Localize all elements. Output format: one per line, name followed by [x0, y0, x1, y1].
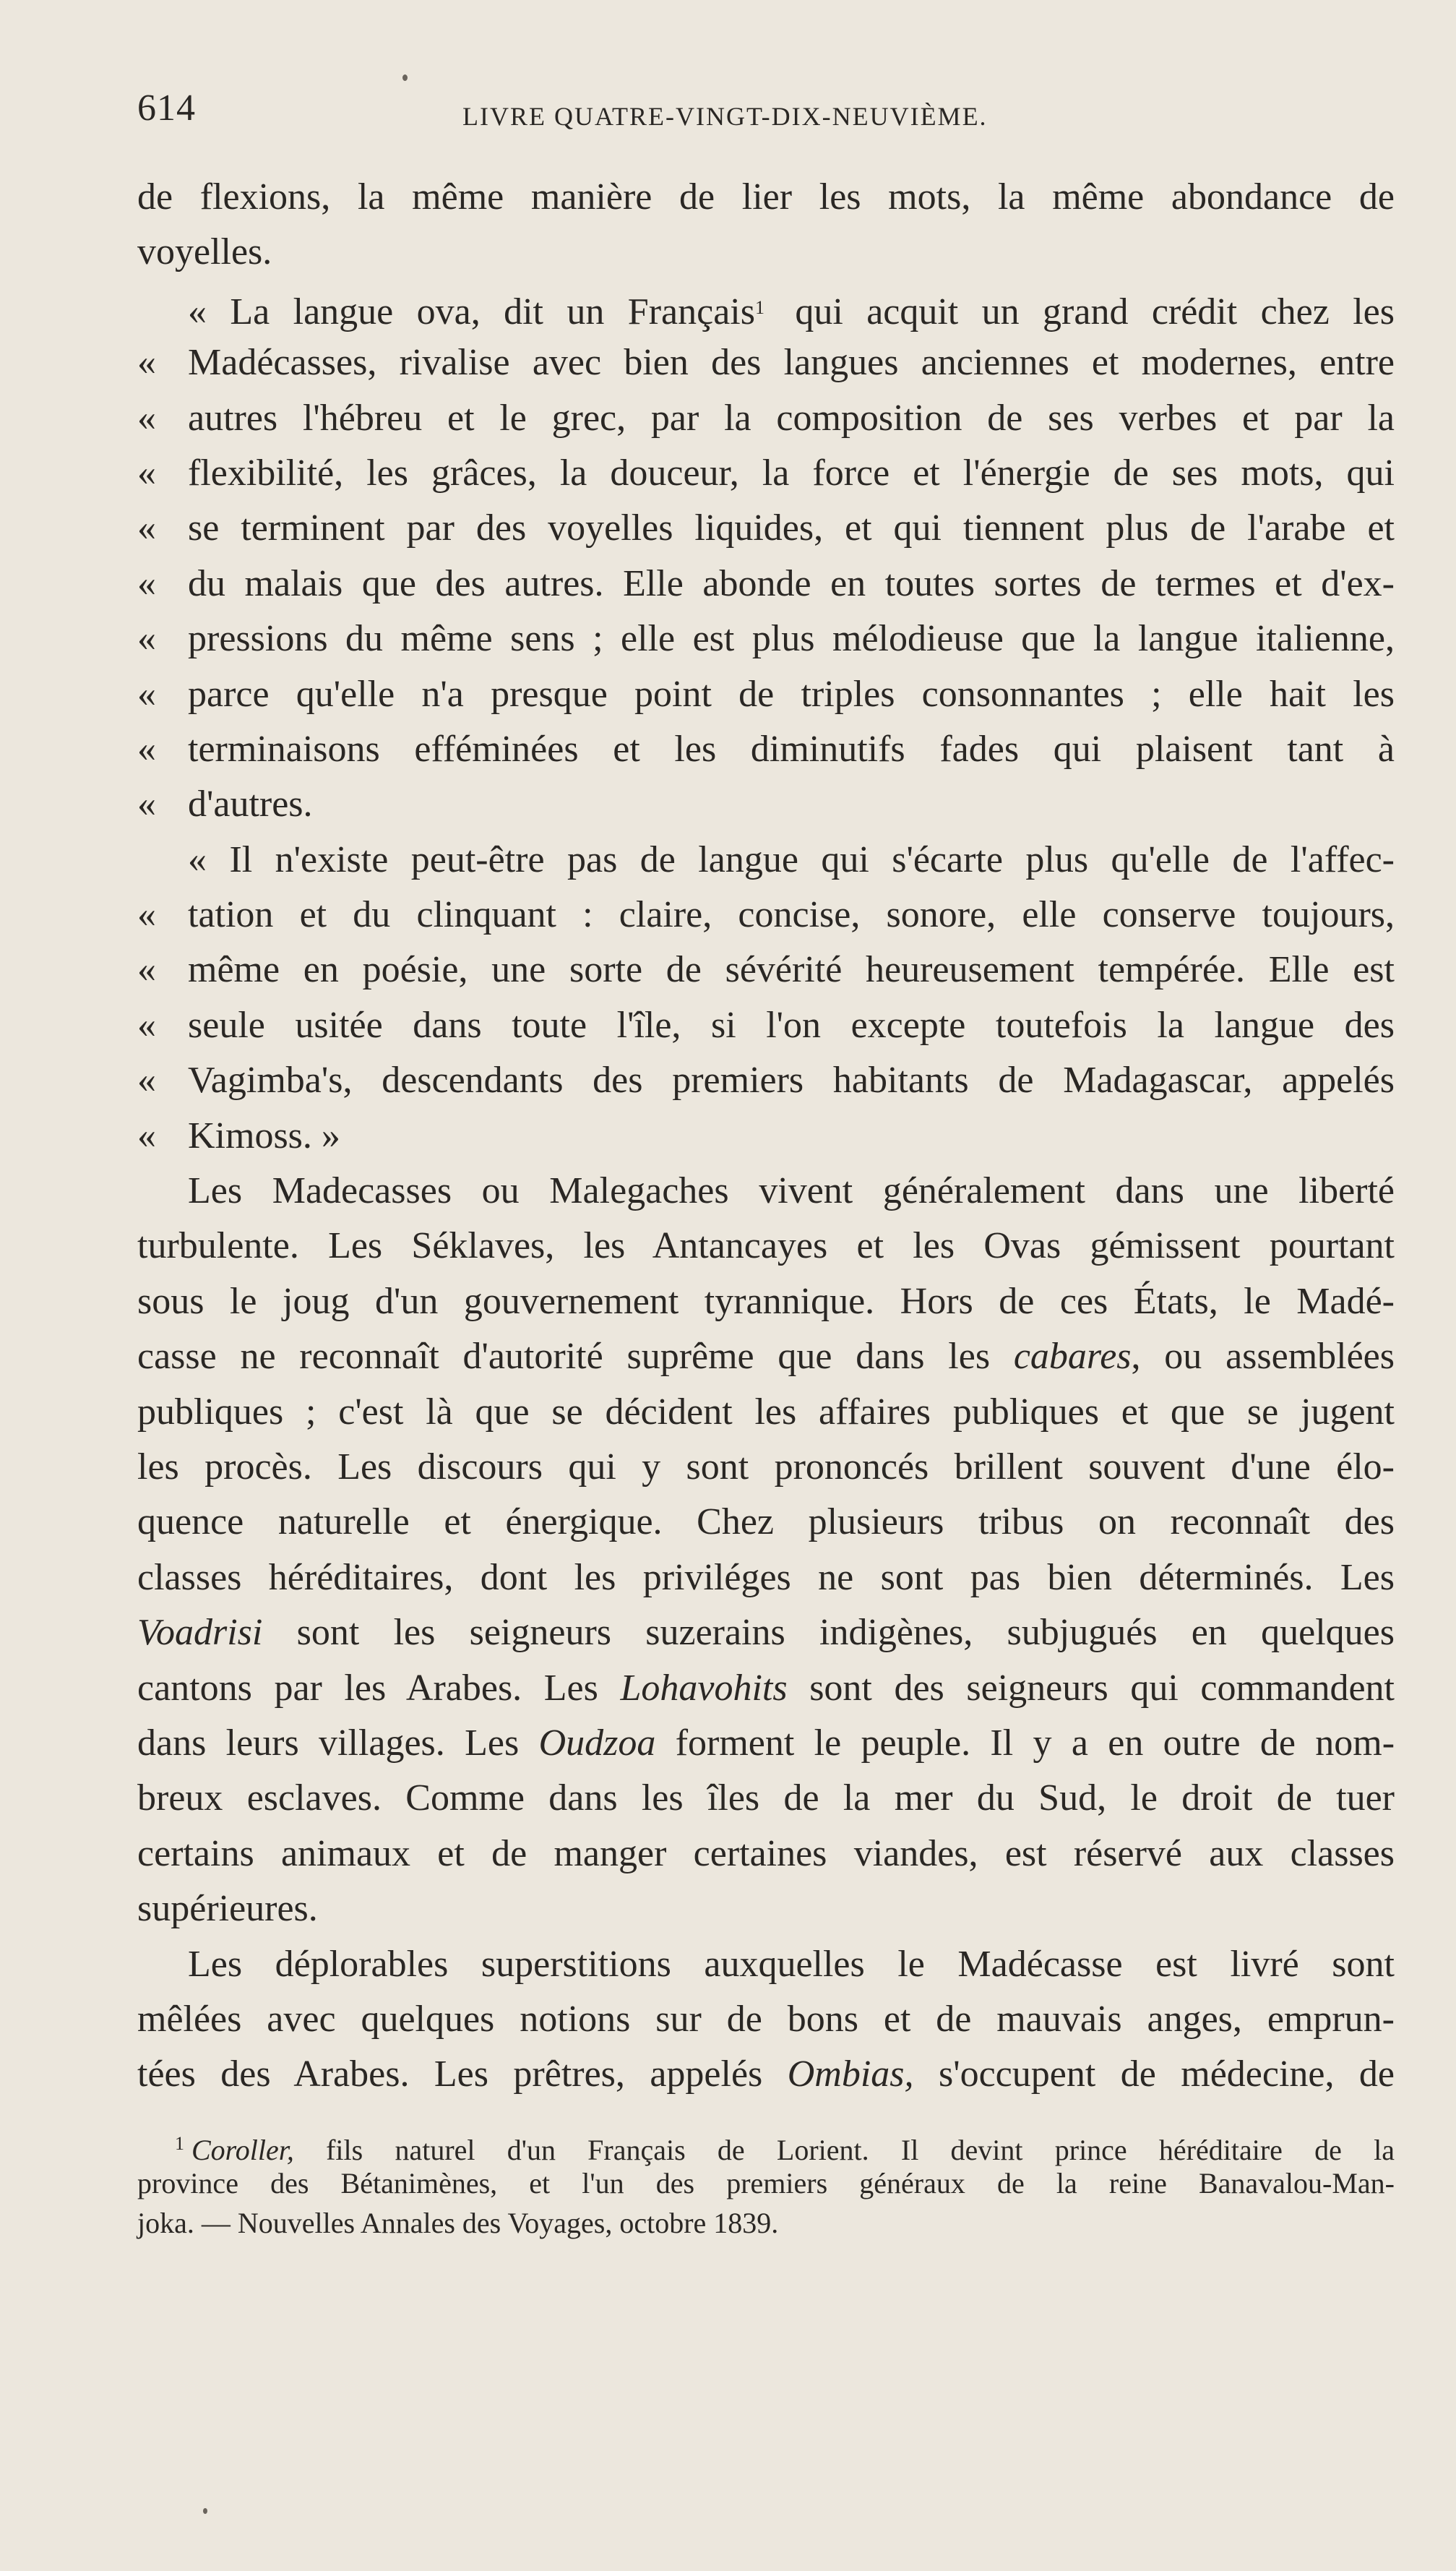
page-number: 614 — [137, 87, 196, 129]
text-line: de flexions, la même manière de lier les mots, la même abondance de — [137, 176, 1395, 218]
text-line: cantons par les Arabes. Les Lohavohits sont des seigneurs qui commandent — [137, 1667, 1395, 1709]
text-line: sous le joug d'un gouvernement tyrannique. Hors de ces États, le Madé- — [137, 1280, 1395, 1322]
text-line: « La langue ova, dit un Français$^1$ qui acquit un grand crédit chez les — [188, 291, 1395, 332]
text-line: « flexibilité, les grâces, la douceur, la force et l'énergie de ses mots, qui — [137, 446, 1395, 501]
text-line: « terminaisons efféminées et les diminutifs fades qui plaisent tant à — [137, 722, 1395, 777]
text-line: tées des Arabes. Les prêtres, appelés Ombias, s'occupent de médecine, de — [137, 2053, 1395, 2095]
quote-mark: « — [137, 397, 156, 439]
text-line: « d'autres. — [137, 777, 1395, 832]
quote-mark: « — [137, 342, 156, 384]
footnote-line: $^1$ Coroller, fils naturel d'un Français de Lorient. Il devint prince héréditaire de la — [175, 2133, 1395, 2166]
text-line: « parce qu'elle n'a presque point de triples consonnantes ; elle hait les — [137, 667, 1395, 722]
text-line: publiques ; c'est là que se décident les affaires publiques et que se jugent — [137, 1391, 1395, 1433]
text-line: « tation et du clinquant : claire, concise, sonore, elle conserve toujours, — [137, 888, 1395, 943]
paper-speck — [402, 74, 408, 81]
text-line: quence naturelle et énergique. Chez plusieurs tribus on reconnaît des — [137, 1501, 1395, 1543]
text-line: « Madécasses, rivalise avec bien des langues anciennes et modernes, entre — [137, 335, 1395, 390]
quote-mark: « — [137, 1060, 156, 1102]
text-line: « Kimoss. » — [137, 1109, 1395, 1164]
quote-mark: « — [137, 1004, 156, 1046]
text-line: supérieures. — [137, 1888, 318, 1930]
text-line: « du malais que des autres. Elle abonde en toutes sortes de termes et d'ex- — [137, 557, 1395, 611]
text-line: mêlées avec quelques notions sur de bons et de mauvais anges, emprun- — [137, 1998, 1395, 2040]
text-line: Les Madecasses ou Malegaches vivent généralement dans une liberté — [188, 1170, 1395, 1212]
quote-mark: « — [137, 1115, 156, 1156]
quote-mark: « — [137, 673, 156, 715]
text-line: « même en poésie, une sorte de sévérité heureusement tempérée. Elle est — [137, 943, 1395, 997]
text-line: breux esclaves. Comme dans les îles de la mer du Sud, le droit de tuer — [137, 1777, 1395, 1819]
footnote-reference: 1 — [754, 296, 764, 318]
text-line: Voadrisi sont les seigneurs suzerains indigènes, subjugués en quelques — [137, 1612, 1395, 1654]
text-line: « se terminent par des voyelles liquides, et qui tiennent plus de l'arabe et — [137, 501, 1395, 556]
text-line: « Il n'existe peut-être pas de langue qui s'écarte plus qu'elle de l'affec- — [188, 838, 1395, 880]
paper-speck — [203, 2508, 207, 2514]
text-line: casse ne reconnaît d'autorité suprême que dans les cabares, ou assemblées — [137, 1336, 1395, 1378]
quote-mark: « — [137, 618, 156, 660]
quote-mark: « — [137, 562, 156, 604]
text-line: Les déplorables superstitions auxquelles le Madécasse est livré sont — [188, 1943, 1395, 1985]
text-line: « pressions du même sens ; elle est plus mélodieuse que la langue italienne, — [137, 611, 1395, 666]
quote-mark: « — [137, 728, 156, 770]
text-line: « autres l'hébreu et le grec, par la composition de ses verbes et par la — [137, 391, 1395, 446]
body-text — [137, 170, 1395, 2103]
text-line: « seule usitée dans toute l'île, si l'on excepte toutefois la langue des — [137, 998, 1395, 1053]
footnote-line: joka. — Nouvelles Annales des Voyages, octobre 1839. — [137, 2207, 779, 2239]
quote-mark: « — [137, 949, 156, 991]
footnote — [137, 2124, 1395, 2243]
quote-mark: « — [137, 507, 156, 549]
text-line: dans leurs villages. Les Oudzoa forment le peuple. Il y a en outre de nom- — [137, 1722, 1395, 1764]
quote-mark: « — [137, 894, 156, 936]
footnote-line: province des Bétanimènes, et l'un des premiers généraux de la reine Banavalou-Man- — [137, 2167, 1395, 2199]
text-line: turbulente. Les Séklaves, les Antancayes et les Ovas gémissent pourtant — [137, 1225, 1395, 1267]
text-line: certains animaux et de manger certaines viandes, est réservé aux classes — [137, 1832, 1395, 1874]
footnote-mark: 1 — [175, 2133, 184, 2154]
text-line: « Vagimba's, descendants des premiers habitants de Madagascar, appelés — [137, 1053, 1395, 1108]
text-line: les procès. Les discours qui y sont prononcés brillent souvent d'une élo- — [137, 1446, 1395, 1488]
quote-mark: « — [137, 784, 156, 825]
text-line: voyelles. — [137, 231, 272, 273]
running-title: LIVRE QUATRE-VINGT-DIX-NEUVIÈME. — [462, 102, 988, 131]
page-header — [137, 81, 1337, 146]
quote-mark: « — [137, 452, 156, 494]
text-line: classes héréditaires, dont les priviléges ne sont pas bien déterminés. Les — [137, 1556, 1395, 1598]
